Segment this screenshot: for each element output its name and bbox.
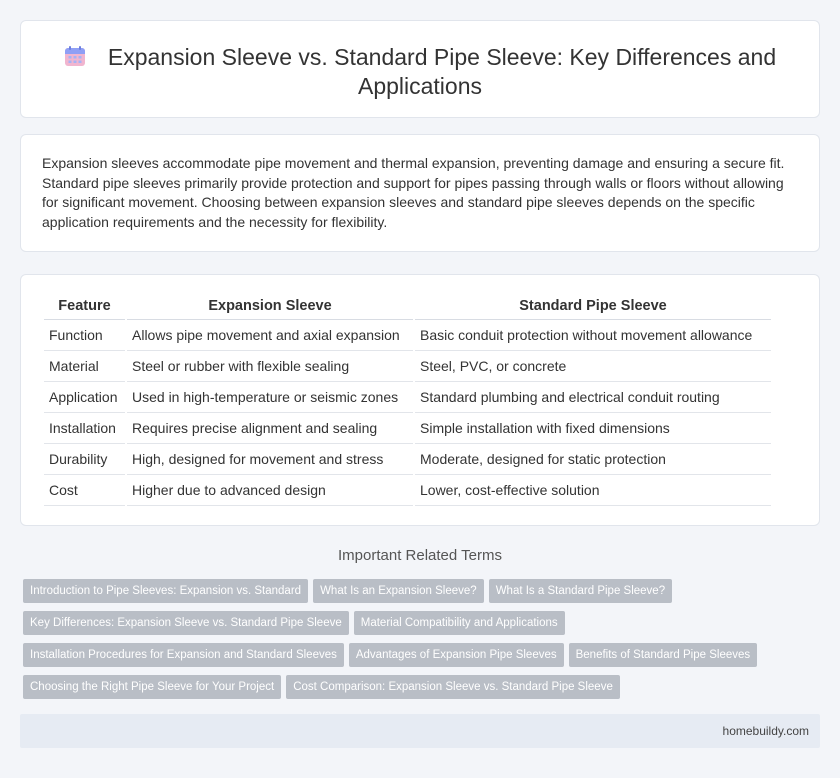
table-cell: Allows pipe movement and axial expansion — [127, 320, 413, 351]
comparison-card — [20, 274, 820, 526]
column-header-feature: Feature — [44, 293, 125, 320]
table-cell: Cost — [44, 475, 125, 506]
related-term-link[interactable]: Benefits of Standard Pipe Sleeves — [569, 643, 758, 667]
related-term-link[interactable]: What Is a Standard Pipe Sleeve? — [489, 579, 672, 603]
table-cell: Simple installation with fixed dimensions — [415, 413, 771, 444]
related-term-link[interactable]: Installation Procedures for Expansion and Standard Sleeves — [23, 643, 344, 667]
table-cell: Requires precise alignment and sealing — [127, 413, 413, 444]
table-cell: Installation — [44, 413, 125, 444]
table-row — [44, 444, 771, 475]
page-title-wrap — [21, 43, 819, 101]
site-name[interactable]: homebuildy.com — [722, 724, 809, 738]
related-term-link[interactable]: Material Compatibility and Applications — [354, 611, 565, 635]
related-term-link[interactable]: Choosing the Right Pipe Sleeve for Your Project — [23, 675, 281, 699]
table-cell: Basic conduit protection without movement allowance — [415, 320, 771, 351]
page-title: Expansion Sleeve vs. Standard Pipe Sleeve: Key Differences and Applications — [107, 44, 777, 99]
related-term-link[interactable]: Cost Comparison: Expansion Sleeve vs. Standard Pipe Sleeve — [286, 675, 620, 699]
intro-paragraph: Expansion sleeves accommodate pipe movement and thermal expansion, preventing damage and ensuring a secure fit. Standard pipe sleeves primarily provide protection and support for pipes passing through walls or floors without allowing for significant movement. Choosing between expansion sleeves and standard pipe sleeves depends on the specific application requirements and the necessity for flexibility. — [42, 155, 785, 230]
table-row — [44, 351, 771, 382]
comparison-table — [42, 293, 773, 506]
related-term-link[interactable]: Advantages of Expansion Pipe Sleeves — [349, 643, 564, 667]
table-cell: Steel or rubber with flexible sealing — [127, 351, 413, 382]
table-header-row — [44, 293, 771, 320]
table-cell: Standard plumbing and electrical conduit routing — [415, 382, 771, 413]
table-row — [44, 382, 771, 413]
table-cell: Steel, PVC, or concrete — [415, 351, 771, 382]
tag-row — [23, 579, 823, 611]
table-cell: Used in high-temperature or seismic zones — [127, 382, 413, 413]
table-cell: Lower, cost-effective solution — [415, 475, 771, 506]
related-term-link[interactable]: Key Differences: Expansion Sleeve vs. Standard Pipe Sleeve — [23, 611, 349, 635]
tag-row — [23, 611, 823, 643]
calendar-icon — [64, 45, 86, 67]
column-header-standard-pipe-sleeve: Standard Pipe Sleeve — [415, 293, 771, 320]
table-row — [44, 413, 771, 444]
footer — [20, 714, 820, 748]
table-cell: High, designed for movement and stress — [127, 444, 413, 475]
table-cell: Function — [44, 320, 125, 351]
table-cell: Moderate, designed for static protection — [415, 444, 771, 475]
tag-row — [23, 643, 823, 675]
related-term-link[interactable]: Introduction to Pipe Sleeves: Expansion vs. Standard — [23, 579, 308, 603]
table-row — [44, 320, 771, 351]
related-term-link[interactable]: What Is an Expansion Sleeve? — [313, 579, 484, 603]
column-header-expansion-sleeve: Expansion Sleeve — [127, 293, 413, 320]
related-terms-heading: Important Related Terms — [338, 547, 502, 564]
table-cell: Durability — [44, 444, 125, 475]
table-cell: Material — [44, 351, 125, 382]
table-row — [44, 475, 771, 506]
title-card — [20, 20, 820, 118]
table-cell: Higher due to advanced design — [127, 475, 413, 506]
table-cell: Application — [44, 382, 125, 413]
tag-row — [23, 675, 823, 707]
intro-card — [20, 134, 820, 252]
related-terms-list — [23, 579, 823, 707]
